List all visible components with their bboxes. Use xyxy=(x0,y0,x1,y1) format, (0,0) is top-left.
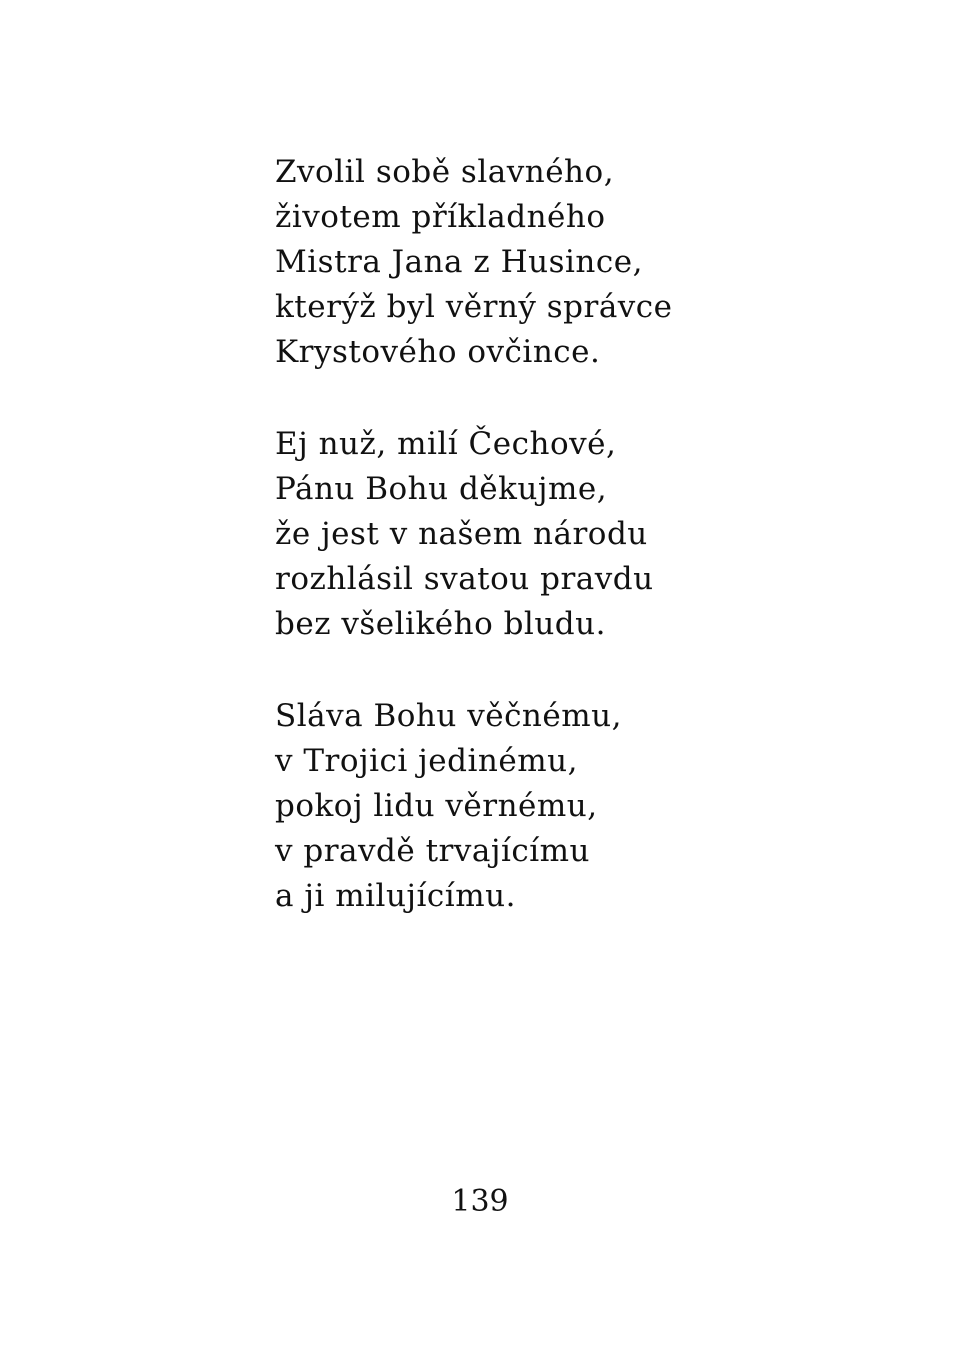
poem-line: v Trojici jedinému, xyxy=(275,743,578,779)
poem xyxy=(275,150,795,919)
poem-line: Ej nuž, milí Čechové, xyxy=(275,426,617,462)
poem-line: bez všelikého bludu. xyxy=(275,606,606,642)
poem-line: životem příkladného xyxy=(275,199,606,235)
poem-line: Zvolil sobě slavného, xyxy=(275,154,615,190)
poem-line: rozhlásil svatou pravdu xyxy=(275,561,654,597)
poem-line: Mistra Jana z Husince, xyxy=(275,244,643,280)
poem-line: Pánu Bohu děkujme, xyxy=(275,471,608,507)
poem-line: pokoj lidu věrnému, xyxy=(275,788,598,824)
poem-line: že jest v našem národu xyxy=(275,516,648,552)
poem-line: v pravdě trvajícímu xyxy=(275,833,591,869)
stanza-1 xyxy=(275,150,795,375)
poem-line: a ji milujícímu. xyxy=(275,878,516,914)
stanza-3 xyxy=(275,694,795,919)
stanza-2 xyxy=(275,422,795,647)
poem-line: kterýž byl věrný správce xyxy=(275,289,673,325)
poem-line: Krystového ovčince. xyxy=(275,334,601,370)
poem-line: Sláva Bohu věčnému, xyxy=(275,698,622,734)
page-number: 139 xyxy=(451,1184,509,1219)
